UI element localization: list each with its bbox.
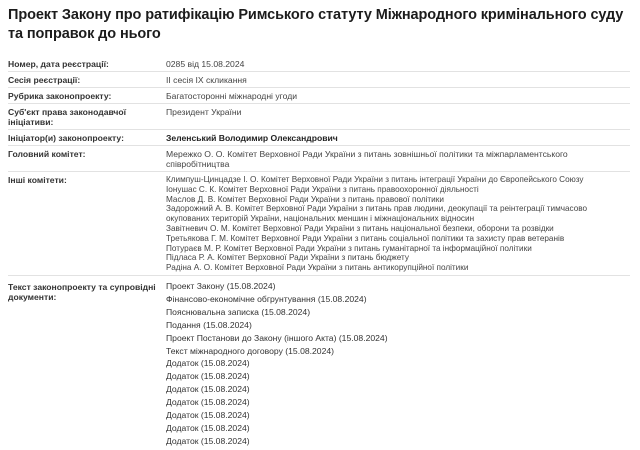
page-title: Проект Закону про ратифікацію Римського статуту Міжнародного кримінального суду та поправок до нього [8, 7, 624, 42]
document-link[interactable]: Фінансово-економічне обгрунтування (15.08.2024) [166, 293, 367, 304]
committee-line: Третьякова Г. М. Комітет Верховної Ради України з питань соціальної політики та захисту прав ветеранів [166, 233, 565, 243]
committee-line: Іонушас С. К. Комітет Верховної Ради України з питань правоохоронної діяльності [166, 184, 479, 194]
field-row-documents [8, 276, 630, 450]
main-committee-value: Мережко О. О. Комітет Верховної Ради України з питань зовнішньої політики та міжпарламентського співробітництва [166, 149, 568, 169]
subject-value: Президент України [166, 107, 242, 117]
field-row-main-committee [8, 146, 630, 172]
subject-label: Суб'єкт права законодавчої ініціативи: [8, 107, 127, 127]
rubric-value: Багатосторонні міжнародні угоди [166, 91, 298, 101]
other-committees-list [166, 172, 630, 275]
field-row-initiator [8, 130, 630, 146]
documents-label: Текст законопроекту та супровідні документи: [8, 281, 156, 302]
document-link[interactable]: Додаток (15.08.2024) [166, 397, 250, 408]
field-row-rubric [8, 88, 630, 104]
committee-line: Задорожний А. В. Комітет Верховної Ради України з питань прав людини, деокупації та реінтеграції тимчасово [166, 204, 588, 214]
document-link[interactable]: Додаток (15.08.2024) [166, 384, 250, 395]
committee-line: Климпуш-Цинцадзе І. О. Комітет Верховної Ради України з питань інтеграції України до Європейського Союзу [166, 175, 584, 184]
committee-line: Підласа Р. А. Комітет Верховної Ради України з питань бюджету [166, 253, 409, 263]
number-label: Номер, дата реєстрації: [8, 59, 109, 69]
field-row-subject [8, 104, 630, 130]
main-committee-label: Головний комітет: [8, 149, 86, 159]
document-link[interactable]: Подання (15.08.2024) [166, 319, 252, 330]
documents-list [166, 276, 630, 450]
document-link[interactable]: Додаток (15.08.2024) [166, 358, 250, 369]
document-link[interactable]: Додаток (15.08.2024) [166, 410, 250, 421]
rubric-label: Рубрика законопроекту: [8, 91, 112, 101]
committee-line: Потураєв М. Р. Комітет Верховної Ради України з питань гуманітарної та інформаційної політики [166, 243, 532, 253]
field-row-session [8, 72, 630, 88]
session-label: Сесія реєстрації: [8, 75, 81, 85]
document-link[interactable]: Текст міжнародного договору (15.08.2024) [166, 345, 335, 356]
document-link[interactable]: Проект Закону (15.08.2024) [166, 280, 276, 291]
document-link[interactable]: Додаток (15.08.2024) [166, 435, 250, 446]
initiator-value: Зеленський Володимир Олександрович [166, 133, 338, 143]
document-link[interactable]: Додаток (15.08.2024) [166, 371, 250, 382]
other-committees-label: Інші комітети: [8, 175, 67, 185]
number-value: 0285 від 15.08.2024 [166, 59, 245, 69]
committee-line: Завітневич О. М. Комітет Верховної Ради України з питань національної безпеки, оборони та розвідки [166, 223, 554, 233]
session-value: ІІ сесія IX скликання [166, 75, 247, 85]
committee-line: окупованих територій України, національних меншин і міжнаціональних відносин [166, 214, 475, 224]
document-link[interactable]: Додаток (15.08.2024) [166, 422, 250, 433]
committee-line: Радіна А. О. Комітет Верховної Ради України з питань антикорупційної політики [166, 263, 469, 273]
field-row-other-committees [8, 172, 630, 276]
field-row-number [8, 56, 630, 72]
document-link[interactable]: Пояснювальна записка (15.08.2024) [166, 306, 311, 317]
document-link[interactable]: Проект Постанови до Закону (іншого Акта) (15.08.2024) [166, 332, 388, 343]
initiator-label: Ініціатор(и) законопроекту: [8, 133, 124, 143]
committee-line: Маслов Д. В. Комітет Верховної Ради України з питань правової політики [166, 194, 444, 204]
